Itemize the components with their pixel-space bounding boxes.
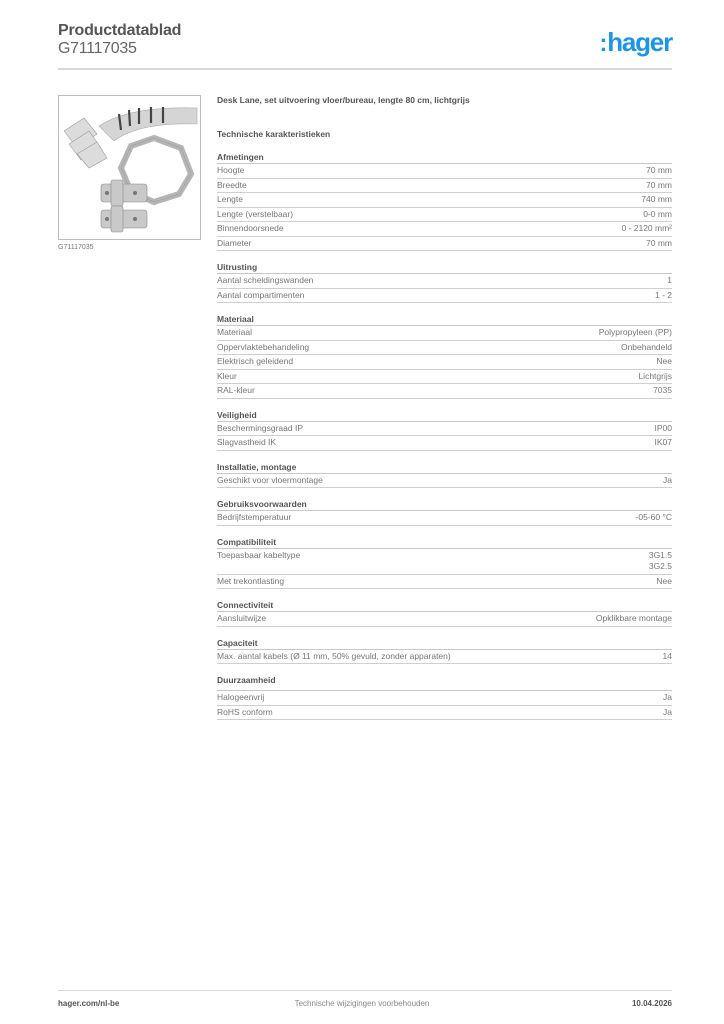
product-description: Desk Lane, set uitvoering vloer/bureau, lengte 80 cm, lichtgrijs bbox=[217, 95, 470, 105]
spec-section bbox=[217, 498, 672, 526]
spec-row bbox=[217, 384, 672, 399]
product-code: G71117035 bbox=[58, 40, 137, 57]
spec-row bbox=[217, 355, 672, 370]
spec-section bbox=[217, 674, 672, 720]
spec-content bbox=[217, 95, 672, 720]
spec-row bbox=[217, 193, 672, 208]
spec-value: 740 mm bbox=[641, 194, 672, 204]
spec-value: Nee bbox=[656, 575, 672, 586]
product-illustration-icon bbox=[59, 96, 200, 239]
spec-label: Elektrisch geleidend bbox=[217, 356, 294, 366]
spec-value: 14 bbox=[662, 650, 672, 661]
spec-section bbox=[217, 461, 672, 489]
spec-row bbox=[217, 222, 672, 237]
spec-label: Toepasbaar kabeltype bbox=[217, 549, 301, 560]
spec-value: Ja bbox=[663, 706, 672, 717]
spec-label: Lengte (verstelbaar) bbox=[217, 208, 294, 219]
section-heading: Installatie, montage bbox=[217, 461, 672, 474]
footer-date: 10.04.2026 bbox=[631, 999, 672, 1008]
spec-label: Aansluitwijze bbox=[217, 613, 267, 623]
spec-value: Ja bbox=[663, 474, 672, 485]
product-image bbox=[58, 95, 201, 240]
section-heading: Connectiviteit bbox=[217, 599, 672, 612]
spec-label: Slagvastheid IK bbox=[217, 437, 277, 447]
document-header bbox=[58, 22, 181, 58]
spec-label: Aantal scheidingswanden bbox=[217, 275, 314, 285]
spec-label: RoHS conform bbox=[217, 706, 273, 717]
spec-label: Diameter bbox=[217, 237, 252, 248]
section-heading: Duurzaamheid bbox=[217, 674, 672, 691]
logo-text: hager bbox=[607, 27, 672, 57]
spec-row bbox=[217, 436, 672, 451]
spec-value: 7035 bbox=[653, 385, 672, 395]
spec-value: -05-60 °C bbox=[635, 512, 672, 522]
footer-disclaimer: Technische wijzigingen voorbehouden bbox=[294, 999, 430, 1008]
spec-section bbox=[217, 637, 672, 665]
spec-value: 70 mm bbox=[646, 165, 672, 175]
spec-value: IP00 bbox=[654, 422, 672, 433]
spec-label: Bedrijfstemperatuur bbox=[217, 512, 292, 522]
spec-section bbox=[217, 536, 672, 590]
spec-value: 0 - 2120 mm² bbox=[621, 223, 672, 233]
spec-row bbox=[217, 370, 672, 385]
spec-section bbox=[217, 313, 672, 399]
spec-label: Geschikt voor vloermontage bbox=[217, 474, 323, 485]
spec-row bbox=[217, 289, 672, 304]
section-heading: Capaciteit bbox=[217, 637, 672, 650]
spec-value-line: 3G2.5 bbox=[648, 560, 672, 571]
footer-website-link[interactable]: hager.com/nl-be bbox=[58, 999, 120, 1008]
section-heading: Uitrusting bbox=[217, 261, 672, 274]
spec-row bbox=[217, 650, 672, 665]
spec-value: Opklikbare montage bbox=[595, 613, 672, 623]
document-title: Productdatablad bbox=[58, 22, 182, 39]
technical-characteristics-heading: Technische karakteristieken bbox=[217, 129, 331, 139]
spec-value-line: 3G1.5 bbox=[648, 549, 672, 560]
spec-label: Lengte bbox=[217, 194, 243, 204]
spec-row bbox=[217, 326, 672, 341]
spec-value: 1 - 2 bbox=[654, 289, 672, 300]
spec-row bbox=[217, 511, 672, 526]
image-caption: G71117035 bbox=[58, 244, 94, 251]
spec-value bbox=[649, 549, 672, 574]
spec-value: 1 bbox=[667, 275, 672, 285]
spec-row bbox=[217, 274, 672, 289]
spec-label: Max. aantal kabels (Ø 11 mm, 50% gevuld, zonder apparaten) bbox=[217, 650, 451, 661]
spec-label: Met trekontlasting bbox=[217, 575, 285, 586]
spec-row bbox=[217, 237, 672, 252]
logo-colon: : bbox=[599, 30, 607, 57]
spec-label: Hoogte bbox=[217, 165, 245, 175]
spec-value: Onbehandeld bbox=[620, 341, 672, 352]
spec-value: 70 mm bbox=[646, 179, 672, 190]
spec-row bbox=[217, 706, 672, 721]
spec-row bbox=[217, 179, 672, 194]
spec-label: Materiaal bbox=[217, 327, 252, 337]
header-divider bbox=[58, 68, 672, 70]
section-heading: Compatibiliteit bbox=[217, 536, 672, 549]
spec-section bbox=[217, 409, 672, 451]
spec-row bbox=[217, 208, 672, 223]
spec-value: 0-0 mm bbox=[643, 208, 672, 219]
spec-label: Binnendoorsnede bbox=[217, 223, 284, 233]
spec-label: Halogeenvrij bbox=[217, 692, 265, 702]
section-heading: Afmetingen bbox=[217, 151, 672, 164]
spec-row bbox=[217, 474, 672, 489]
spec-value: Polypropyleen (PP) bbox=[598, 327, 672, 337]
spec-label: Beschermingsgraad IP bbox=[217, 422, 303, 433]
spec-value: 70 mm bbox=[646, 237, 672, 248]
spec-value: Ja bbox=[663, 692, 672, 702]
section-heading: Veiligheid bbox=[217, 409, 672, 422]
spec-row bbox=[217, 612, 672, 627]
footer-divider bbox=[58, 990, 672, 991]
spec-section bbox=[217, 261, 672, 303]
spec-row bbox=[217, 691, 672, 706]
spec-label: RAL-kleur bbox=[217, 385, 255, 395]
spec-row bbox=[217, 575, 672, 590]
spec-row bbox=[217, 341, 672, 356]
spec-sections bbox=[217, 151, 672, 720]
section-heading: Materiaal bbox=[217, 313, 672, 326]
spec-value: Nee bbox=[656, 356, 672, 366]
spec-row bbox=[217, 422, 672, 437]
spec-label: Oppervlaktebehandeling bbox=[217, 341, 310, 352]
spec-label: Breedte bbox=[217, 179, 247, 190]
hager-logo bbox=[599, 28, 672, 58]
spec-label: Kleur bbox=[217, 370, 237, 381]
spec-section bbox=[217, 151, 672, 251]
spec-value: Lichtgrijs bbox=[638, 370, 672, 381]
spec-row bbox=[217, 549, 672, 575]
spec-section bbox=[217, 599, 672, 627]
spec-label: Aantal compartimenten bbox=[217, 289, 305, 300]
spec-value: IK07 bbox=[654, 437, 672, 447]
spec-row bbox=[217, 164, 672, 179]
section-heading: Gebruiksvoorwaarden bbox=[217, 498, 672, 511]
